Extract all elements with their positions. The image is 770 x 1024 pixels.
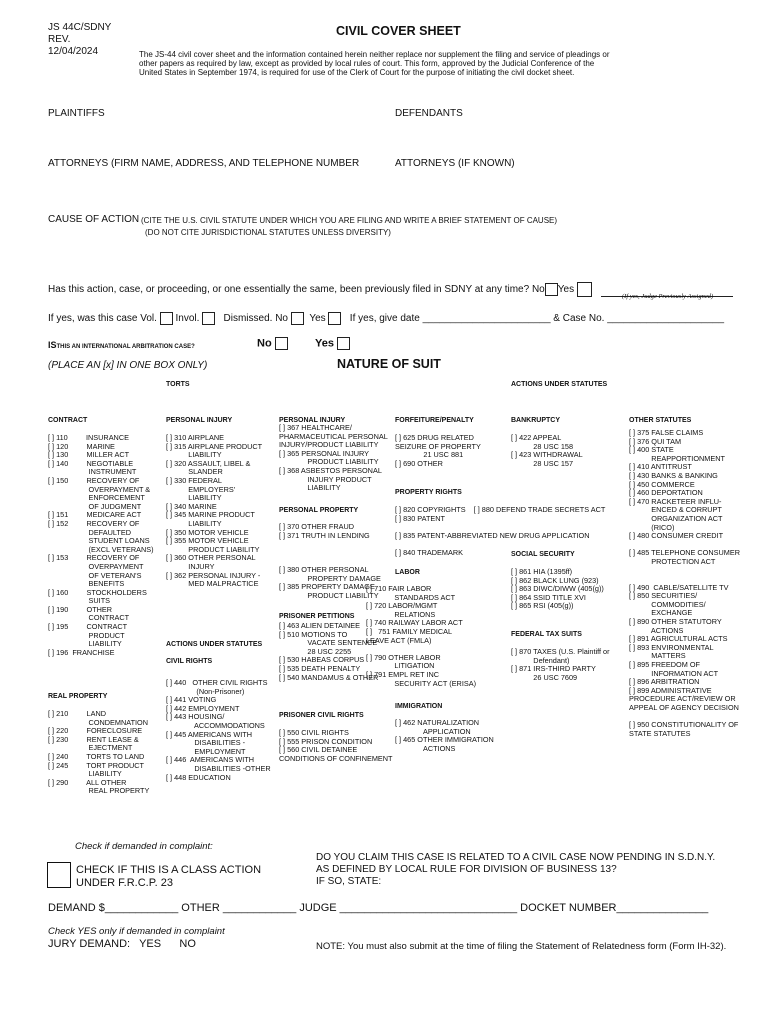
real-property-heading: REAL PROPERTY	[48, 693, 108, 700]
demand-row[interactable]: DEMAND $____________ OTHER ____________ JUDGE _____________________________ DOCKET NUMBER_______________	[48, 902, 709, 914]
intro-line-1: The JS-44 civil cover sheet and the information contained herein neither replace nor supplement the filing and service of pleadings or	[139, 50, 610, 59]
vol-checkbox[interactable]	[160, 312, 173, 325]
case-type-row	[48, 312, 724, 325]
nature-of-suit-title: NATURE OF SUIT	[337, 357, 441, 371]
related-line-2: AS DEFINED BY LOCAL RULE FOR DIVISION OF BUSINESS 13?	[316, 864, 617, 875]
intro-line-2: other papers as required by law, except as provided by local rules of court. This form, approved by the Judicial Conference of the	[139, 59, 595, 68]
form-title: CIVIL COVER SHEET	[336, 24, 461, 38]
check-if-demanded: Check if demanded in complaint:	[75, 841, 213, 852]
property-rights-list[interactable]: [ ] 820 COPYRIGHTS [ ] 880 DEFEND TRADE SECRETS ACT [ ] 830 PATENT [ ] 835 PATENT-ABBREVIATED NEW DRUG APPLICATION [ ] 840 TRADEMARK	[395, 505, 606, 557]
forfeiture-heading: FORFEITURE/PENALTY	[395, 417, 474, 424]
labor-heading: LABOR	[395, 569, 420, 576]
arbitration-is: IS	[48, 340, 57, 350]
plaintiffs-label: PLAINTIFFS	[48, 108, 105, 119]
invol-checkbox[interactable]	[202, 312, 215, 325]
immigration-list[interactable]: [ ] 462 NATURALIZATION APPLICATION [ ] 465 OTHER IMMIGRATION ACTIONS	[395, 718, 494, 753]
prisoner-civil-rights-list[interactable]: [ ] 550 CIVIL RIGHTS [ ] 555 PRISON CONDITION [ ] 560 CIVIL DETAINEE CONDITIONS OF CONFINEMENT	[279, 728, 393, 763]
class-action-checkbox[interactable]	[47, 862, 71, 888]
form-rev-label: REV.	[48, 34, 71, 45]
arbitration-yes-checkbox[interactable]	[337, 337, 350, 350]
arbitration-text: THIS AN INTERNATIONAL ARBITRATION CASE?	[56, 344, 195, 350]
personal-injury-2-heading: PERSONAL INJURY	[279, 417, 346, 424]
attorneys-defendant-label: ATTORNEYS (IF KNOWN)	[395, 158, 515, 169]
arbitration-yes-label: Yes	[315, 337, 334, 350]
defendants-label: DEFENDANTS	[395, 108, 463, 119]
arbitration-yes	[315, 337, 350, 350]
intro-line-3: United States in September 1974, is required for use of the Clerk of Court for the purpose of initiating the civil docket sheet.	[139, 68, 575, 77]
class-action-line-1: CHECK IF THIS IS A CLASS ACTION	[76, 864, 262, 876]
personal-property-list[interactable]: [ ] 370 OTHER FRAUD [ ] 371 TRUTH IN LENDING [ ] 380 OTHER PERSONAL PROPERTY DAMAGE [ ] 385 PROPERTY DAMAGE PRODUCT LIABILITY	[279, 522, 381, 600]
prior-yes-checkbox[interactable]	[577, 282, 592, 297]
immigration-heading: IMMIGRATION	[395, 703, 443, 710]
federal-tax-heading: FEDERAL TAX SUITS	[511, 631, 582, 638]
relatedness-note: NOTE: You must also submit at the time of filing the Statement of Relatedness form (Form IH-32).	[316, 941, 727, 952]
real-property-list[interactable]: [ ] 210 LAND CONDEMNATION [ ] 220 FORECLOSURE [ ] 230 RENT LEASE & EJECTMENT [ ] 240 TORTS TO LAND [ ] 245 TORT PRODUCT LIABILITY [ ] 290 ALL OTHER REAL PROPERTY	[48, 709, 150, 796]
other-statutes-heading: OTHER STATUTES	[629, 417, 692, 424]
cause-instruction-2: (DO NOT CITE JURISDICTIONAL STATUTES UNLESS DIVERSITY)	[145, 228, 391, 237]
personal-injury-list[interactable]: [ ] 310 AIRPLANE [ ] 315 AIRPLANE PRODUCT LIABILITY [ ] 320 ASSAULT, LIBEL & SLANDER [ ] 330 FEDERAL EMPLOYERS' LIABILITY [ ] 340 MARINE [ ] 345 MARINE PRODUCT LIABILITY [ ] 350 MOTOR VEHICLE [ ] 355 MOTOR VEHICLE PRODUCT LIABILITY [ ] 360 OTHER PERSONAL INJURY [ ] 362 PERSONAL INJURY - MED MALPRACTICE	[166, 433, 263, 589]
invol-label: Invol.	[175, 313, 200, 325]
arbitration-no-label: No	[257, 337, 272, 350]
arbitration-no	[257, 337, 288, 350]
personal-injury-2-list[interactable]: [ ] 367 HEALTHCARE/ PHARMACEUTICAL PERSONAL INJURY/PRODUCT LIABILITY [ ] 365 PERSONAL INJURY PRODUCT LIABILITY [ ] 368 ASBESTOS PERSONAL INJURY PRODUCT LIABILITY	[279, 423, 388, 493]
contract-heading: CONTRACT	[48, 417, 88, 424]
social-security-heading: SOCIAL SECURITY	[511, 551, 575, 558]
form-id	[48, 22, 111, 58]
attorneys-plaintiff-label: ATTORNEYS (FIRM NAME, ADDRESS, AND TELEPHONE NUMBER	[48, 158, 360, 169]
case-type-label: If yes, was this case Vol.	[48, 313, 157, 325]
give-date-case-no: If yes, give date _______________________ & Case No. _____________________	[349, 313, 725, 325]
social-security-list[interactable]: [ ] 861 HIA (1395ff) [ ] 862 BLACK LUNG (923) [ ] 863 DIWC/DIWW (405(g)) [ ] 864 SSID TITLE XVI [ ] 865 RSI (405(g))	[511, 567, 604, 611]
bankruptcy-heading: BANKRUPTCY	[511, 417, 560, 424]
arbitration-question	[48, 340, 195, 350]
torts-heading: TORTS	[166, 381, 190, 388]
prior-no-checkbox[interactable]	[545, 283, 558, 296]
personal-property-heading: PERSONAL PROPERTY	[279, 507, 359, 514]
class-action-label	[76, 864, 261, 890]
dismissed-yes-checkbox[interactable]	[328, 312, 341, 325]
form-number: JS 44C/SDNY	[48, 22, 112, 33]
labor-list[interactable]: [ ] 710 FAIR LABOR STANDARDS ACT [ ] 720 LABOR/MGMT RELATIONS [ ] 740 RAILWAY LABOR ACT [ ] 751 FAMILY MEDICAL LEAVE ACT (FMLA) [ ] 790 OTHER LABOR LITIGATION [ ] 791 EMPL RET INC SECURITY ACT (ERISA)	[366, 584, 477, 688]
related-line-1: DO YOU CLAIM THIS CASE IS RELATED TO A CIVIL CASE NOW PENDING IN S.D.N.Y.	[316, 852, 716, 863]
other-statutes-list[interactable]: [ ] 375 FALSE CLAIMS [ ] 376 QUI TAM [ ] 400 STATE REAPPORTIONMENT [ ] 410 ANTITRUST [ ] 430 BANKS & BANKING [ ] 450 COMMERCE [ ] 460 DEPORTATION [ ] 470 RACKETEER INFLU- ENCED & CORRUPT ORGANIZATION ACT (RICO) [ ] 480 CONSUMER CREDIT [ ] 485 TELEPHONE CONSUMER PROTECTION ACT [ ] 490 CABLE/SATELLITE TV [ ] 850 SECURITIES/ COMMODITIES/ EXCHANGE [ ] 890 OTHER STATUTORY ACTIONS [ ] 891 AGRICULTURAL ACTS [ ] 893 ENVIRONMENTAL MATTERS [ ] 895 FREEDOM OF INFORMATION ACT [ ] 896 ARBITRATION [ ] 899 ADMINISTRATIVE PROCEDURE ACT/REVIEW OR APPEAL OF AGENCY DECISION [ ] 950 CONSTITUTIONALITY OF STATE STATUTES	[629, 428, 740, 738]
prisoner-civil-rights-heading: PRISONER CIVIL RIGHTS	[279, 712, 364, 719]
related-case-question	[316, 852, 715, 888]
arbitration-no-checkbox[interactable]	[275, 337, 288, 350]
personal-injury-heading: PERSONAL INJURY	[166, 417, 233, 424]
cause-instruction-1: (CITE THE U.S. CIVIL STATUTE UNDER WHICH YOU ARE FILING AND WRITE A BRIEF STATEMENT OF CAUSE)	[141, 216, 558, 225]
dismissed-no-checkbox[interactable]	[291, 312, 304, 325]
class-action-line-2: UNDER F.R.C.P. 23	[76, 877, 173, 889]
bankruptcy-list[interactable]: [ ] 422 APPEAL 28 USC 158 [ ] 423 WITHDRAWAL 28 USC 157	[511, 433, 583, 468]
property-rights-heading: PROPERTY RIGHTS	[395, 489, 462, 496]
form-rev-date: 12/04/2024	[48, 46, 99, 57]
check-yes-instruction: Check YES only if demanded in complaint	[48, 926, 225, 937]
prior-filing-text: Has this action, case, or proceeding, or one essentially the same, been previously filed in SDNY at any time? No	[48, 284, 545, 296]
actions-under-statutes-heading: ACTIONS UNDER STATUTES	[511, 381, 608, 388]
related-line-3: IF SO, STATE:	[316, 876, 382, 887]
jury-demand[interactable]: JURY DEMAND: YES NO	[48, 938, 196, 950]
dismissed-yes-label: Yes	[309, 313, 326, 325]
civil-rights-list[interactable]: [ ] 440 OTHER CIVIL RIGHTS (Non-Prisoner) [ ] 441 VOTING [ ] 442 EMPLOYMENT [ ] 443 HOUSING/ ACCOMMODATIONS [ ] 445 AMERICANS WITH DISABILITIES - EMPLOYMENT [ ] 446 AMERICANS WITH DISABILITIES -OTHER [ ] 448 EDUCATION	[166, 678, 271, 782]
contract-list[interactable]: [ ] 110 INSURANCE [ ] 120 MARINE [ ] 130 MILLER ACT [ ] 140 NEGOTIABLE INSTRUMENT [ ] 150 RECOVERY OF OVERPAYMENT & ENFORCEMENT OF JUDGMENT [ ] 151 MEDICARE ACT [ ] 152 RECOVERY OF DEFAULTED STUDENT LOANS (EXCL VETERANS) [ ] 153 RECOVERY OF OVERPAYMENT OF VETERAN'S BENEFITS [ ] 160 STOCKHOLDERS SUITS [ ] 190 OTHER CONTRACT [ ] 195 CONTRACT PRODUCT LIABILITY [ ] 196 FRANCHISE	[48, 433, 154, 657]
prior-yes-label: Yes	[557, 284, 575, 296]
federal-tax-list[interactable]: [ ] 870 TAXES (U.S. Plaintiff or Defendant) [ ] 871 IRS-THIRD PARTY 26 USC 7609	[511, 647, 610, 682]
prisoner-petitions-heading: PRISONER PETITIONS	[279, 613, 355, 620]
forfeiture-list[interactable]: [ ] 625 DRUG RELATED SEIZURE OF PROPERTY 21 USC 881 [ ] 690 OTHER	[395, 433, 481, 468]
dismissed-label: Dismissed. No	[223, 313, 288, 325]
form-intro	[139, 50, 610, 77]
prisoner-petitions-list[interactable]: [ ] 463 ALIEN DETAINEE [ ] 510 MOTIONS TO VACATE SENTENCE 28 USC 2255 [ ] 530 HABEAS CORPUS [ ] 535 DEATH PENALTY [ ] 540 MANDAMUS & OTHER	[279, 621, 379, 682]
civil-rights-heading: CIVIL RIGHTS	[166, 658, 213, 665]
place-x-instruction: (PLACE AN [x] IN ONE BOX ONLY)	[48, 360, 208, 371]
judge-note: (If yes, Judge Previously Assigned)	[622, 293, 714, 300]
actions-statutes-subheading: ACTIONS UNDER STATUTES	[166, 641, 263, 648]
cause-of-action-label: CAUSE OF ACTION	[48, 214, 140, 225]
